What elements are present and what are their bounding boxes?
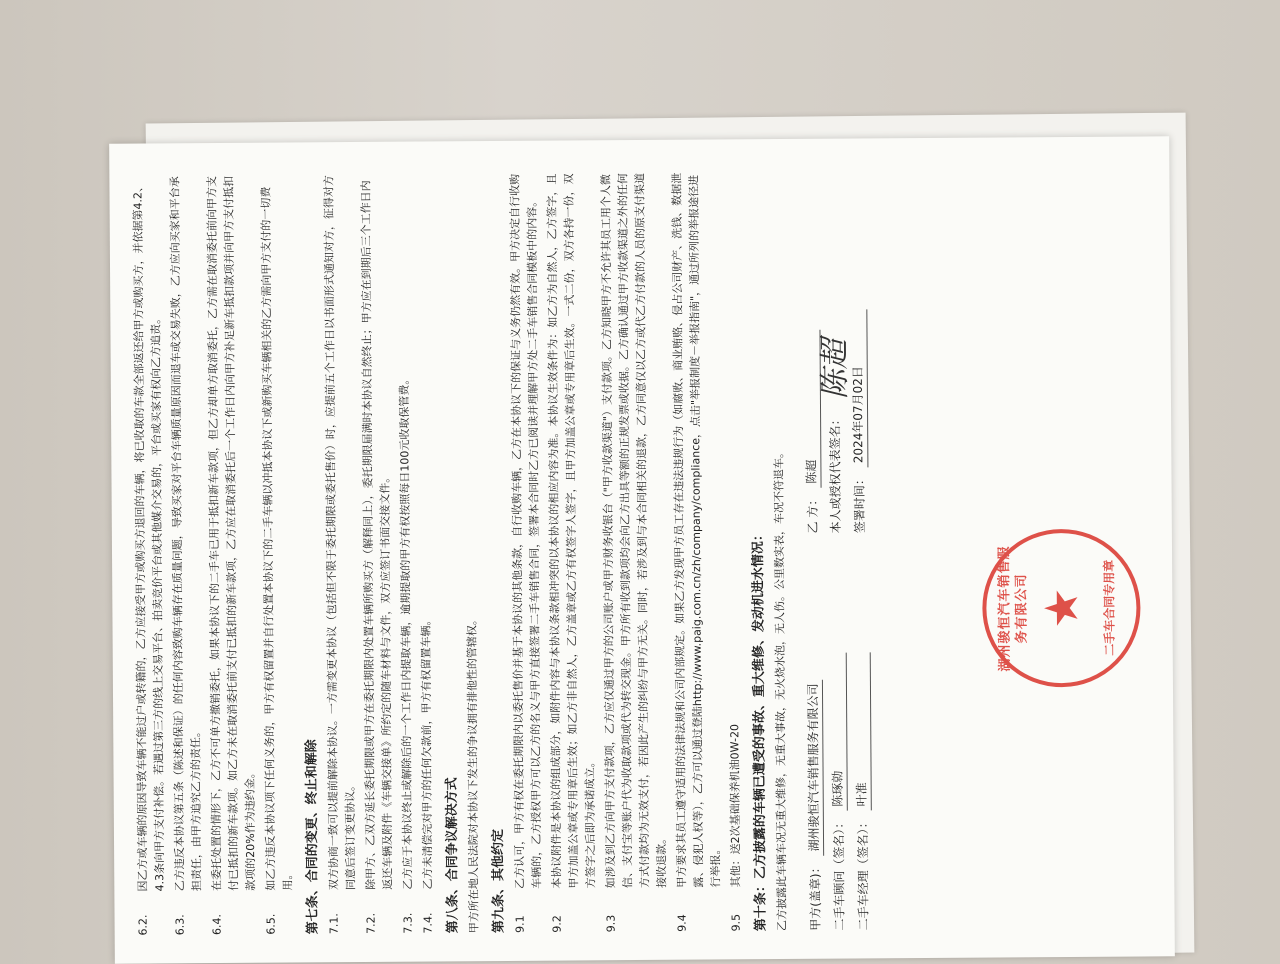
section-10-title: 第十条：乙方披露的车辆已遭受的事故、重大维修、发动机进水情况： [750,528,769,932]
clause-row [543,168,599,932]
clause-row [394,170,416,934]
clause-row [320,170,359,934]
consultant-value: 陈琢勍 [829,653,848,811]
consultant-label: 二手车顾问（签名）： [831,816,847,931]
party-b-signatures [795,166,876,533]
contract-content [119,146,1165,953]
agent-row [817,167,853,534]
seal-star-icon: ★ [1034,587,1089,629]
clause-row [506,169,545,933]
clause-row [414,169,436,933]
clause-text: 双方协商一致可以提前解除本协议。一方需变更本协议（包括但不限于委托期限或委托售价）时，应提前五个工作日以书面形式通知对方，征得对方同意后签订变更协议。 [322,175,358,891]
clause-row [722,167,744,931]
clauses-6 [129,170,296,935]
seal-bottom-text: 二手车合同专用章 [1102,559,1117,656]
clause-row [668,167,724,931]
clause-row [203,171,259,935]
party-a-value: 湖州骏恒汽车销售服务有限公司 [805,679,824,855]
clause-number: 7.3. [401,912,415,934]
clause-text: 本协议附件是本协议的组成部分，如附件内容与本协议条款相冲突的以本协议的相应内容为准。本协议生效条件为：如乙方为自然人，乙方签字，且甲方加盖公章或专用章后生效；如乙方非自然人，乙方盖章或乙方有权签字人签字，且甲方加盖公章或专用章后生效。一式二份，双方各持一份，双方签字之后即为承诺成立。 [545,173,598,889]
party-a-label: 甲方(盖章)： [808,861,823,931]
clause-text: 甲方要求其员工遵守适用的法律法规和公司内部规定。如果乙方发现甲方员工存在违法违规行为（如腐败、商业贿赂、侵占公司财产、洗钱、数据泄露、侵犯人权等），乙方可以通过登陆http://www.paig.com.cn/zh/company/compliance，点击"举报制度－举报指南"，通过所列的举报途径进行举报。 [670,172,723,888]
party-b-label: 乙 方： [805,493,820,534]
date-row [848,166,869,533]
clause-row [597,168,670,932]
section-8-title: 第八条、合同争议解决方式 [444,777,461,934]
clause-row [257,170,296,934]
section-8-text: 甲方所在地人民法院对本协议下发生的争议拥有排他性的管辖权。 [465,614,481,934]
party-b-value: 陈超 [802,330,821,488]
clause-text: 乙方未清偿完对甲方的任何欠款前，甲方有权留置车辆。 [419,614,435,890]
clause-number: 6.2. [136,914,150,936]
agent-label: 本人或授权代表签名： [828,413,843,534]
clause-text: 乙方认可，甲方有权在委托期限内以委托售价并基于本协议的其他条款，自行收购车辆，乙方在本协议下的保证与义务仍然有效。甲方决定自行收购车辆的，乙方授权甲方可以乙方的名义与甲方直接签署二手车销售合同，签署本合同时乙方已阅读并理解甲方处二手车销售合同模板中的内容。 [508,173,544,889]
clause-number: 7.2. [364,912,378,934]
clause-number: 9.4 [675,914,689,932]
manager-value: 叶准 [853,652,872,810]
party-a-row [804,564,825,931]
seal-top-text: 湖州骏恒汽车销售服务有限公司 [996,545,1030,672]
clause-text: 其他：送2次基础保养机油0W-20 [728,723,743,888]
clause-number: 9.1 [513,915,527,933]
clause-text: 如乙方违反本协议项下任何义务的，甲方有权留置并自行处置本协议下的二手车辆以冲抵本协议下或新购买车辆相关的乙方需向甲方支付的一切费用。 [259,186,295,891]
clause-text: 乙方应于本协议终止或解除后的一个工作日内提取车辆，逾期提取的甲方有权按照每日100元收取保管费。 [397,373,415,890]
signature-block [795,166,878,931]
party-a-signatures [798,564,879,931]
clause-text: 乙方违反本协议第五条（陈述和保证）的任何内容致购车辆存在质量问题，导致买家对平台车辆质量原因而退车或交易失败，乙方应向买家和平台承担责任，由甲方追究乙方的责任。 [168,176,204,892]
date-value: 2024年07月02日 [849,309,868,467]
clause-text: 在委托处置的情形下，乙方不可单方撤销委托，如果本协议下的二手车已用于抵扣新车款项，但乙方却单方取消委托，乙方需在取消委托前向甲方支付已抵扣的新车款项。如乙方未在取消委托前支付已抵扣的新车款项，乙方应在取消委托后一个工作日内向甲方补足新车抵扣款项并向甲方支付抵扣款项的20%作为违约金。 [205,175,258,892]
contract-page [109,136,1175,963]
manager-row [852,564,873,931]
clause-text: 除甲方、乙双方延长委托期限或甲方在委托期限内处置车辆所购买方（解释同上），委托期限届满时本协议自然终止；甲方应在到期后三个工作日内返还车辆及附件《车辆交接单》所约定的随车材料与文件，双方应签订书面交接文件。 [359,180,395,890]
clause-number: 9.3 [604,914,618,933]
section-9-title: 第九条、其他约定 [490,828,507,934]
clause-text: 如涉及到乙方向甲方支付款项，乙方应仅通过甲方的公司账户或甲方财务收银台（"甲方收款渠道"）支付款项。乙方知晓甲方不允许其员工用个人微信、支付宝等账户代为收取款项或代为转交现金。甲方所有收到款项均会向乙方出具等额的正规发票或收据。乙方确认通过甲方收款渠道之外的任何方式付款均为无效支付，若因此产生的纠纷与甲方无关。同时，若涉及到与本合同相关的退款，乙方同意仅以乙方或代乙方付款的人员的原支付渠道接收退款。 [599,172,669,889]
clause-row [357,170,396,934]
clauses-7 [320,169,436,934]
clause-number: 6.5. [264,913,278,935]
clause-number: 7.4. [421,912,435,934]
clause-number: 9.2 [550,915,564,933]
section-10-text: 乙方披露此车辆车况无重大维修，无重大事故，无火烧水泡，无人伤。公里数实表，车况不符退车。 [772,446,789,932]
clause-number: 6.3. [173,914,187,936]
date-label: 签署时间： [852,473,867,534]
clause-number: 9.5 [729,913,743,932]
section-7-title: 第七条、合同的变更、终止和解除 [304,739,321,935]
clause-number: 6.4. [210,913,224,936]
clause-number: 7.1. [327,913,341,935]
clause-row [129,171,168,935]
manager-label: 二手车经理（签名）： [855,816,871,931]
company-seal [982,529,1141,688]
consultant-row [828,564,849,931]
clause-text: 因乙方或车辆的原因导致车辆不能过户或转籍的，乙方应接受甲方或购买方退回的车辆，将已收取的车款全部返还给甲方或购买方，并依据第4.2、4.3条向甲方支付补偿。若遇过第三方的线上交易平台、拍卖竞价平台或其他媒介交易的，平台或买家有权向乙方追责。 [131,180,167,892]
clauses-9 [506,167,744,933]
clause-row [166,171,205,935]
handwritten-signature: 陈超 [817,339,853,400]
